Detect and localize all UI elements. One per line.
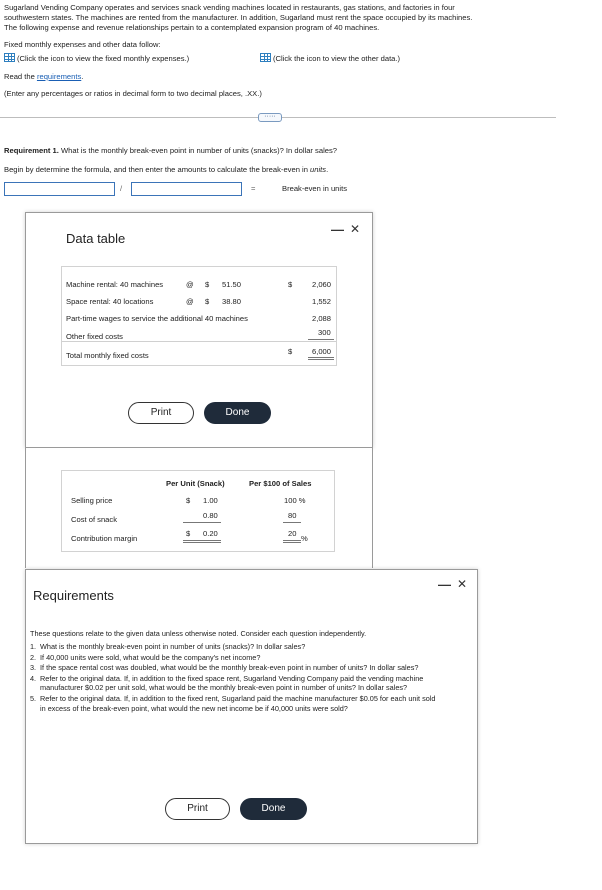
subtotal-rule xyxy=(183,522,221,523)
table-icon[interactable] xyxy=(4,53,15,62)
divide-sign: / xyxy=(120,184,123,193)
minimize-icon[interactable]: — xyxy=(331,222,344,237)
subtotal-rule xyxy=(308,339,334,340)
at-sign: @ xyxy=(186,280,194,289)
table-row-total: 2,060 xyxy=(312,280,332,289)
list-item: 5. Refer to the original data. If, in addition to the fixed rent, Sugarland paid the machine manufacturer $0.05 for each unit sold in excess of the break-even point, what would the new net income be if 40,000 units were sold? xyxy=(30,693,436,713)
table-row-rate: 38.80 xyxy=(222,297,242,306)
table-row-label: Selling price xyxy=(71,496,113,505)
dollar-sign: $ xyxy=(205,280,210,289)
table-row-label: Cost of snack xyxy=(71,515,118,524)
fixed-expenses-link-text[interactable]: (Click the icon to view the fixed monthly expenses.) xyxy=(17,54,190,63)
total-rule xyxy=(183,540,221,541)
close-icon[interactable]: ✕ xyxy=(350,222,361,236)
list-item: 3. If the space rental cost was doubled, what would be the monthly break-even point in number of units? In dollar sales? xyxy=(30,663,419,673)
table-row-sales: 20 xyxy=(288,529,297,538)
requirements-link[interactable]: requirements xyxy=(36,72,82,81)
table-row-label: Contribution margin xyxy=(71,534,138,543)
intro-line-3: The following expense and revenue relationships pertain to a contemplated expansion program of 40 machines. xyxy=(4,23,380,32)
table-row-total: 2,088 xyxy=(312,314,332,323)
equals-sign: = xyxy=(251,184,256,193)
table-row-total: 300 xyxy=(318,328,331,337)
table-row-label: Total monthly fixed costs xyxy=(66,351,149,360)
other-data-table xyxy=(61,470,335,552)
header-per-unit: Per Unit (Snack) xyxy=(166,479,225,488)
table-row-label: Space rental: 40 locations xyxy=(66,297,154,306)
table-row-unit: 0.20 xyxy=(203,529,218,538)
intro-line-1: Sugarland Vending Company operates and services snack vending machines located in restaurants, gas stations, and factories in four xyxy=(4,3,455,12)
table-row-unit: 0.80 xyxy=(203,511,218,520)
requirements-list xyxy=(30,642,442,713)
table-row-label: Part-time wages to service the additional 40 machines xyxy=(66,314,248,323)
table-row-sales: 100 % xyxy=(284,496,306,505)
enter-note: (Enter any percentages or ratios in decimal form to two decimal places, .XX.) xyxy=(4,89,262,98)
dollar-sign: $ xyxy=(186,496,191,505)
data-table-modal xyxy=(25,212,373,448)
table-row-sales: 80 xyxy=(288,511,297,520)
list-item: 2. If 40,000 units were sold, what would be the company's net income? xyxy=(30,652,261,662)
dollar-sign: $ xyxy=(205,297,210,306)
other-data-link[interactable] xyxy=(260,53,400,64)
other-data-link-text[interactable]: (Click the icon to view the other data.) xyxy=(273,54,401,63)
total-rule xyxy=(283,542,301,543)
list-item: 4. Refer to the original data. If, in addition to the fixed space rent, Sugarland Vending Company paid the vending machine manufacturer $0.02 per unit sold, what would be the monthly break-even point in number of units? In dollar sales? xyxy=(30,673,424,693)
print-button[interactable]: Print xyxy=(165,798,230,820)
read-requirements: Read the requirements. xyxy=(4,72,84,81)
header-per-sales: Per $100 of Sales xyxy=(249,479,312,488)
table-row-rate: 51.50 xyxy=(222,280,242,289)
requirements-title: Requirements xyxy=(33,588,114,603)
table-row-total: 1,552 xyxy=(312,297,332,306)
table-row-label: Other fixed costs xyxy=(66,332,123,341)
table-row-total: 6,000 xyxy=(312,347,332,356)
print-button[interactable]: Print xyxy=(128,402,194,424)
total-rule xyxy=(183,542,221,543)
total-rule xyxy=(308,357,334,358)
dollar-sign: $ xyxy=(186,529,191,538)
close-icon[interactable]: ✕ xyxy=(457,577,468,591)
requirements-intro: These questions relate to the given data unless otherwise noted. Consider each question independently. xyxy=(30,629,367,638)
expand-button[interactable]: ····· xyxy=(258,113,282,122)
fixed-expenses-label: Fixed monthly expenses and other data follow: xyxy=(4,40,161,49)
intro-line-2: southwestern states. The machines are rented from the manufacturer. In addition, Sugarland must rent the space occupied by its machines. xyxy=(4,13,473,22)
fixed-costs-table xyxy=(61,266,337,366)
dollar-sign: $ xyxy=(288,280,293,289)
minimize-icon[interactable]: — xyxy=(438,577,451,592)
table-icon[interactable] xyxy=(260,53,271,62)
total-rule xyxy=(308,359,334,360)
dollar-sign: $ xyxy=(288,347,293,356)
break-even-units-label: Break-even in units xyxy=(282,184,348,193)
percent-sign: % xyxy=(301,534,308,543)
table-row-label: Machine rental: 40 machines xyxy=(66,280,164,289)
subtotal-rule xyxy=(283,522,301,523)
total-rule xyxy=(283,540,301,541)
done-button[interactable]: Done xyxy=(204,402,271,424)
requirement-1-question: Requirement 1. What is the monthly break-even point in number of units (snacks)? In dollar sales? xyxy=(4,146,338,155)
begin-instruction: Begin by determine the formula, and then enter the amounts to calculate the break-even in units. xyxy=(4,165,329,174)
row-divider xyxy=(62,341,336,342)
at-sign: @ xyxy=(186,297,194,306)
fixed-costs-input[interactable] xyxy=(4,182,115,196)
table-row-unit: 1.00 xyxy=(203,496,218,505)
list-item: 1. What is the monthly break-even point in number of units (snacks)? In dollar sales? xyxy=(30,642,306,651)
data-table-title: Data table xyxy=(66,231,126,246)
fixed-expenses-link[interactable] xyxy=(4,53,189,64)
done-button[interactable]: Done xyxy=(240,798,307,820)
contribution-margin-input[interactable] xyxy=(131,182,242,196)
